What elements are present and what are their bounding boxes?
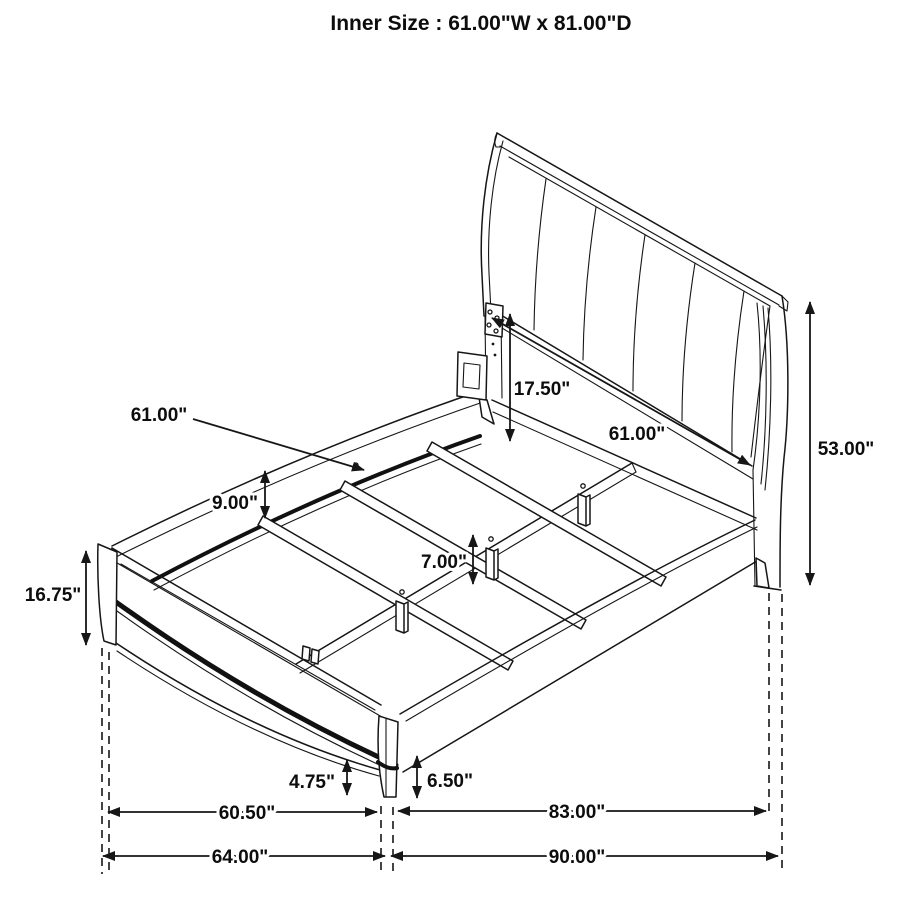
dim-label-headboard-height: 53.00": [817, 439, 875, 460]
dim-label-headboard-width: 61.00": [608, 424, 666, 445]
dimension-annotations: [25, 302, 875, 874]
dim-label-rail-clearance: 6.50": [427, 771, 473, 792]
footboard-right-leg: [378, 716, 398, 797]
rail-hook-bracket: [457, 352, 487, 400]
footboard-left-leg: [98, 544, 117, 645]
support-leg-2: [486, 548, 498, 580]
diagram-title: Inner Size : 61.00"W x 81.00"D: [330, 12, 632, 35]
headboard-right-stile: [780, 296, 788, 587]
dim-label-rail-to-slat: 9.00": [212, 493, 258, 514]
bed-frame: [98, 133, 788, 797]
leader-slat-width: [193, 419, 364, 470]
dim-label-footboard-leg-height: 4.75": [289, 772, 335, 793]
dim-label-footboard-outer-width: 64.00": [211, 847, 269, 868]
support-leg-3: [578, 494, 590, 526]
slat-1: [258, 516, 513, 670]
dim-label-headboard-panel-drop: 17.50": [513, 379, 571, 400]
footboard: [98, 544, 398, 797]
dim-label-outer-length: 90.00": [548, 847, 606, 868]
panel-right-edge: [751, 306, 770, 457]
dim-label-center-leg-height: 7.00": [421, 552, 467, 573]
dim-label-slat-width: 61.00": [130, 405, 188, 426]
center-rail-clip: [302, 646, 310, 661]
extension-lines: [102, 593, 782, 874]
dim-label-footboard-height: 16.75": [24, 585, 82, 606]
dim-label-inner-length: 83.00": [548, 802, 606, 823]
footboard-molding: [109, 597, 396, 765]
dim-label-footboard-inner-width: 60.50": [218, 803, 276, 824]
support-leg-1: [396, 601, 408, 633]
